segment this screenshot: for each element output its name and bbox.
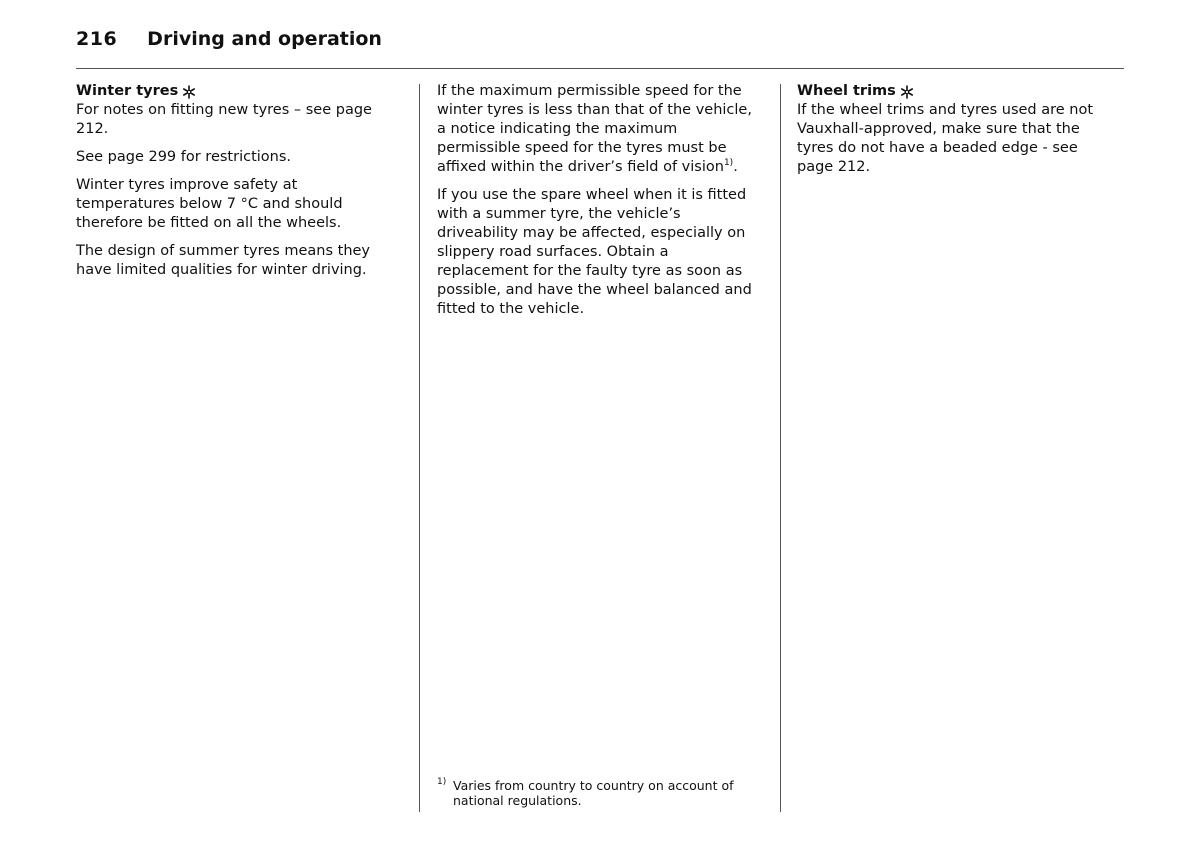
paragraph <box>437 82 762 177</box>
section-heading-winter-tyres <box>76 82 396 101</box>
paragraph: If you use the spare wheel when it is fitted with a summer tyre, the vehicle’s driveability may be affected, especially on slippery road surfaces. Obtain a replacement for the faulty tyre as soon as possible, and have the wheel balanced and fitted to the vehicle. <box>437 187 752 317</box>
section-heading-text: Winter tyres <box>76 83 179 99</box>
column-wheel-trims <box>797 82 1112 186</box>
section-heading-wheel-trims <box>797 82 1112 101</box>
sentence-end: . <box>733 159 738 175</box>
footnote-text: Varies from country to country on account of national regulations. <box>453 778 734 808</box>
column-divider-right <box>780 84 781 812</box>
footnote-mark: 1) <box>437 777 447 787</box>
section-heading-text: Wheel trims <box>797 83 896 99</box>
paragraph: See page 299 for restrictions. <box>76 149 292 165</box>
paragraph: The design of summer tyres means they have limited qualities for winter driving. <box>76 243 371 278</box>
footnote <box>437 778 767 808</box>
footnote-reference: 1) <box>723 158 734 169</box>
page-header <box>76 28 382 58</box>
paragraph: Winter tyres improve safety at temperatures below 7 °C and should therefore be fitted on all the wheels. <box>76 177 343 231</box>
paragraph: For notes on fitting new tyres – see page 212. <box>76 102 372 137</box>
column-divider-left <box>419 84 420 812</box>
page-number: 216 <box>76 28 118 50</box>
paragraph-text: If the maximum permissible speed for the winter tyres is less than that of the vehicle, a notice indicating the maximum permissible speed for the tyres must be affixed within the driver’s field of vision <box>437 83 752 175</box>
chapter-title: Driving and operation <box>147 28 382 50</box>
header-rule <box>76 68 1124 69</box>
paragraph: If the wheel trims and tyres used are not Vauxhall-approved, make sure that the tyres do not have a beaded edge - see page 212. <box>797 102 1094 175</box>
snowflake-icon <box>182 85 196 99</box>
column-winter-tyres <box>76 82 396 289</box>
snowflake-icon <box>900 85 914 99</box>
column-speed-notice <box>437 82 762 328</box>
